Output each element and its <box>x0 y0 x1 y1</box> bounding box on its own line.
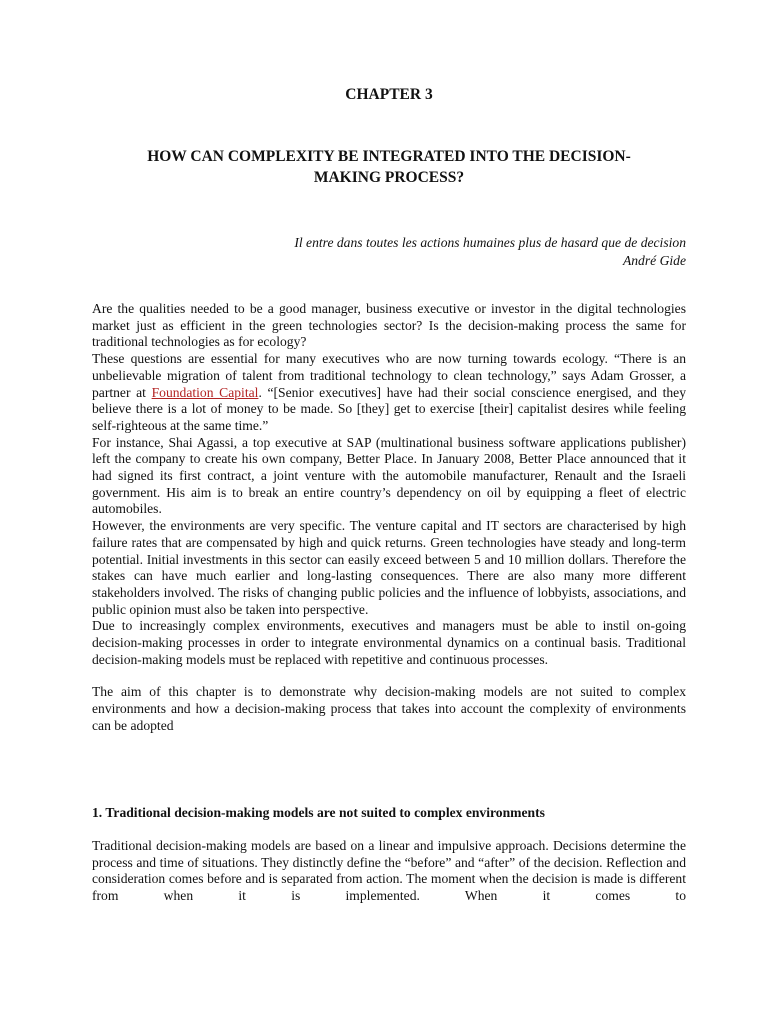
paragraph-4: However, the environments are very specific. The venture capital and IT sectors are characterised by high failure rates that are compensated by high and quick returns. Green technologies have steady and long-term potential. Initial investments in this sector can easily exceed between 5 and 10 million dollars. Therefore the stakes can have much earlier and long-lasting consequences. There are also many more different stakeholders involved. The risks of changing public policies and the influence of lobbyists, associations, and public opinion must also be taken into perspective. <box>92 518 686 617</box>
paragraph-2 <box>92 351 686 435</box>
chapter-title-line-1: HOW CAN COMPLEXITY BE INTEGRATED INTO THE DECISION- <box>147 148 631 165</box>
chapter-label: CHAPTER 3 <box>345 86 433 103</box>
paragraph-1: Are the qualities needed to be a good manager, business executive or investor in the digital technologies market just as efficient in the green technologies sector? Is the decision-making process the same for traditional technologies as for ecology? <box>92 301 686 350</box>
chapter-title <box>92 146 686 188</box>
paragraph-2-text-b: . “[Senior executives] have had their social conscience energised, and they believe there is a lot of money to be made. So [they] get to exercise [their] capitalist desires while feeling self-righteous at the same time.” <box>92 384 686 433</box>
section-1-heading: 1. Traditional decision-making models are not suited to complex environments <box>92 805 545 820</box>
paragraph-5: Due to increasingly complex environments, executives and managers must be able to instil on-going decision-making processes in order to integrate environmental dynamics on a continual basis. Traditional decision-making models must be replaced with repetitive and continuous processes. <box>92 618 686 667</box>
epigraph-author: André Gide <box>622 253 686 268</box>
chapter-title-line-2: MAKING PROCESS? <box>313 169 465 186</box>
paragraph-2-text-a: These questions are essential for many executives who are now turning towards ecology. “There is an unbelievable migration of talent from traditional technology to clean technology,” says Adam Grosser, a partner at <box>92 351 686 400</box>
intro-body <box>92 301 686 735</box>
paragraph-gap <box>92 668 686 684</box>
epigraph-quote: Il entre dans toutes les actions humaines plus de hasard que de decision <box>294 235 686 250</box>
section-1-body <box>92 838 686 905</box>
section-1-paragraph: Traditional decision-making models are based on a linear and impulsive approach. Decisions determine the process and time of situations. They distinctly define the “before” and “after” of the decision. Reflection and consideration comes before and is separated from action. The moment when the decision is made is different from when it is implemented. When it comes to <box>92 838 686 904</box>
paragraph-6: The aim of this chapter is to demonstrate why decision-making models are not suited to complex environments and how a decision-making process that takes into account the complexity of environments can be adopted <box>92 684 686 733</box>
foundation-capital-link[interactable]: Foundation Capital <box>151 384 259 400</box>
epigraph <box>92 234 686 270</box>
paragraph-3: For instance, Shai Agassi, a top executive at SAP (multinational business software applications publisher) left the company to create his own company, Better Place. In January 2008, Better Place announced that it had signed its first contract, a joint venture with the automobile manufacturer, Renault and the Israeli government. His aim is to break an entire country’s dependency on oil by equipping a fleet of electric automobiles. <box>92 434 686 517</box>
